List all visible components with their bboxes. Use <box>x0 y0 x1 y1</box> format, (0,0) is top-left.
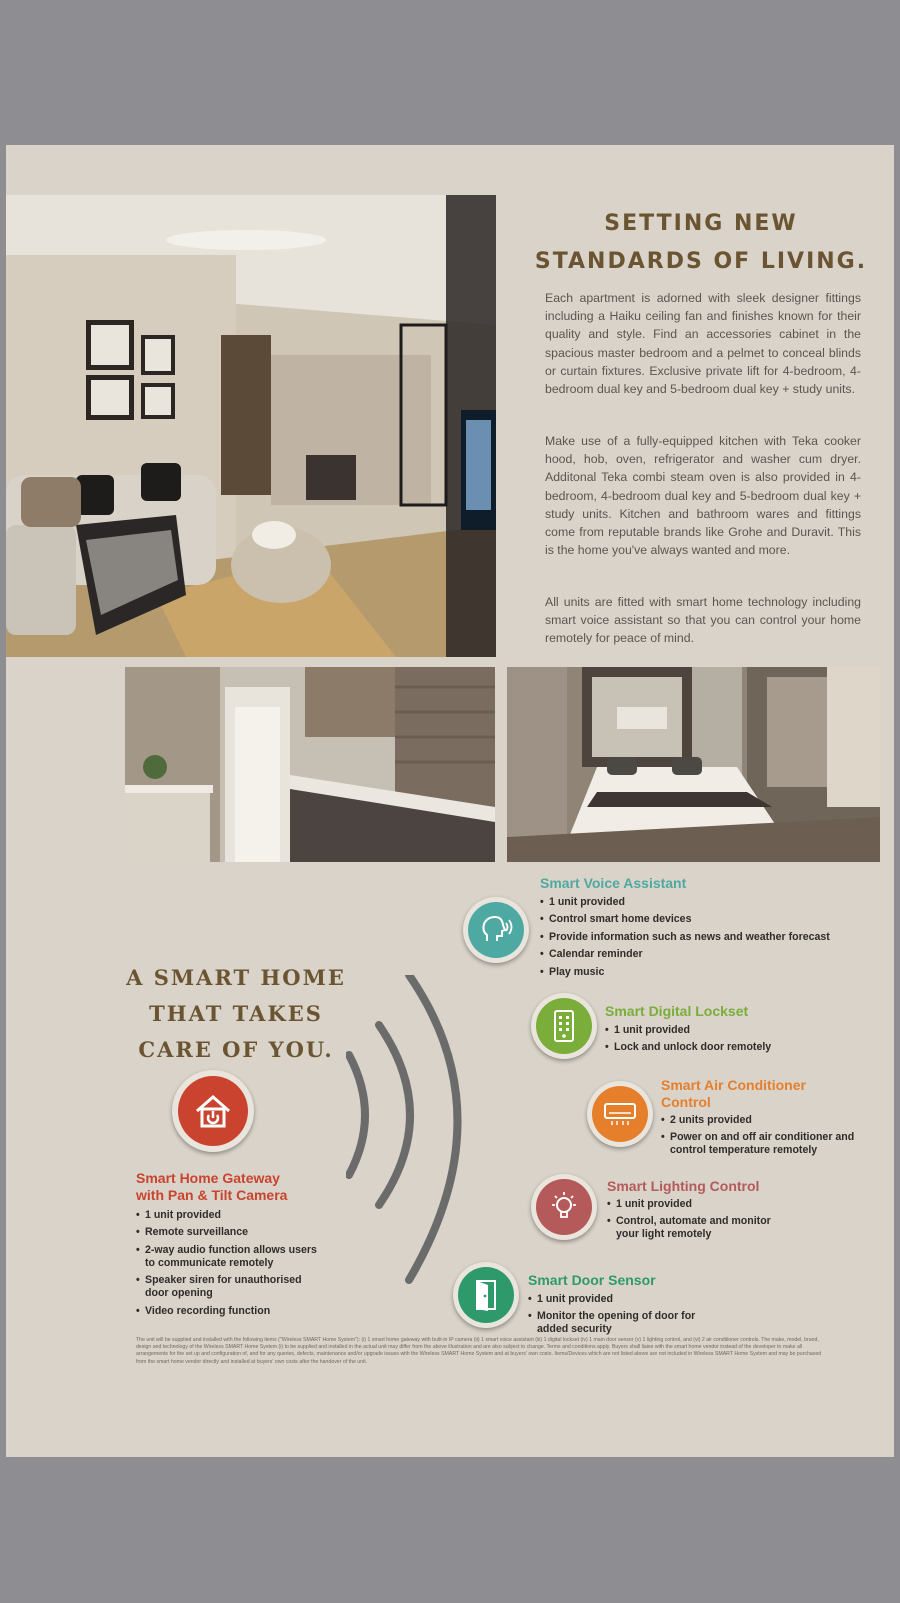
door-icon <box>471 1278 501 1312</box>
door-list <box>528 1293 738 1341</box>
voice-list <box>540 896 870 983</box>
aircon-title <box>661 1077 806 1111</box>
list-item: • 1 unit provided <box>136 1209 346 1222</box>
voice-icon-badge <box>463 897 529 963</box>
list-item: • Lock and unlock door remotely <box>605 1041 865 1054</box>
lockset-icon-badge <box>531 993 597 1059</box>
kitchen-photo <box>125 667 495 862</box>
list-item: • Control smart home devices <box>540 913 870 926</box>
smart-title-line1: A SMART HOME <box>126 965 346 990</box>
list-item: • Video recording function <box>136 1305 346 1318</box>
bedroom-photo <box>507 667 880 862</box>
list-item: • 2-way audio function allows users to communicate remotely <box>136 1244 321 1270</box>
lighting-icon-badge <box>531 1174 597 1240</box>
aircon-title-line2: Control <box>661 1094 711 1110</box>
paragraph-smart-home: All units are fitted with smart home technology including smart voice assistant so that you can control your home remotely for peace of mind. <box>545 595 861 646</box>
smart-home-title <box>116 960 356 1068</box>
list-item: • Monitor the opening of door for added security <box>528 1310 703 1336</box>
smart-title-line3: CARE OF YOU. <box>138 1037 334 1062</box>
lighting-list <box>607 1198 807 1246</box>
list-item: • Provide information such as news and weather forecast <box>540 931 870 944</box>
lighting-title: Smart Lighting Control <box>607 1178 760 1194</box>
door-icon-badge <box>453 1262 519 1328</box>
section-headline <box>531 205 871 281</box>
list-item: • Remote surveillance <box>136 1226 346 1239</box>
headline-line1: SETTING NEW <box>604 211 798 236</box>
smart-title-line2: THAT TAKES <box>149 1001 323 1026</box>
list-item: • 1 unit provided <box>607 1198 807 1211</box>
lockset-title: Smart Digital Lockset <box>605 1003 749 1019</box>
list-item: • Control, automate and monitor your light remotely <box>607 1215 787 1241</box>
paragraph-kitchen: Make use of a fully-equipped kitchen with Teka cooker hood, hob, oven, refrigerator and washer cum dryer. Additonal Teka combi steam oven is also provided in 4-bedroom, 4-bedroom dual key and 5-bedroom dual key + study units. Kitchen and bathroom wares and fittings come from reputable brands like Grohe and Duravit. This is the home you've always wanted and more. <box>545 434 861 558</box>
aircon-icon <box>603 1101 637 1127</box>
signal-waves-icon <box>346 975 496 1305</box>
gateway-title-line1: Smart Home Gateway <box>136 1170 280 1186</box>
list-item: • Calendar reminder <box>540 948 870 961</box>
lockset-list <box>605 1024 865 1059</box>
list-item: • 1 unit provided <box>528 1293 738 1306</box>
aircon-list <box>661 1114 876 1162</box>
lightbulb-icon <box>547 1190 581 1224</box>
brochure-page <box>6 145 894 1457</box>
aircon-icon-badge <box>587 1081 653 1147</box>
list-item: • Play music <box>540 966 870 979</box>
voice-title: Smart Voice Assistant <box>540 875 687 891</box>
disclaimer-footnote: The unit will be supplied and installed with the following items ("Wireless SMART Home System"): (i) 1 smart home gateway with built-in IP camera (ii) 1 smart voice assistant (iii) 1 digital lockset (iv) 1 main door sensor (v) 1 lighting control, and (vi) 2 air conditioner controls. The make, model, brand, design and technology of the Wireless SMART Home System (i) to be supplied and installed in the actual unit may differ from the above illustration and are also subject to change. Terms and conditions apply. Buyers shall liaise with the smart home vendor instead of the developer to make all arrangements for the set up and configuration of, and for any queries, defects, maintenance and/or upgrade issues with the Wireless SMART Home System and at buyers' own costs. Items/Devices which are not listed above are not included in Wireless SMART Home System and may be purchased from the smart home vendor directly and installed at buyers' own costs after the handover of the unit. <box>136 1337 822 1365</box>
list-item: • 1 unit provided <box>540 896 870 909</box>
voice-head-icon <box>479 913 513 947</box>
gateway-title <box>136 1170 287 1204</box>
list-item: • Speaker siren for unauthorised door opening <box>136 1274 321 1300</box>
door-title: Smart Door Sensor <box>528 1272 656 1288</box>
gateway-title-line2: with Pan & Tilt Camera <box>136 1187 288 1203</box>
gateway-icon-badge <box>172 1070 254 1152</box>
aircon-title-line1: Smart Air Conditioner <box>661 1077 806 1093</box>
list-item: • 1 unit provided <box>605 1024 865 1037</box>
house-power-icon <box>193 1091 233 1131</box>
paragraph-fittings: Each apartment is adorned with sleek designer fittings including a Haiku ceiling fan and finishes known for their quality and style. Find an accessories cabinet in the spacious master bedroom and a pelmet to conceal blinds or curtain fixtures. Exclusive private lift for 4-bedroom, 4-bedroom dual key and 5-bedroom dual key + study units. <box>545 291 861 397</box>
gateway-list <box>136 1209 346 1322</box>
headline-line2: STANDARDS OF LIVING. <box>534 249 868 274</box>
living-room-photo <box>6 195 496 657</box>
list-item: • 2 units provided <box>661 1114 876 1127</box>
keypad-icon <box>549 1009 579 1043</box>
list-item: • Power on and off air conditioner and control temperature remotely <box>661 1131 876 1157</box>
